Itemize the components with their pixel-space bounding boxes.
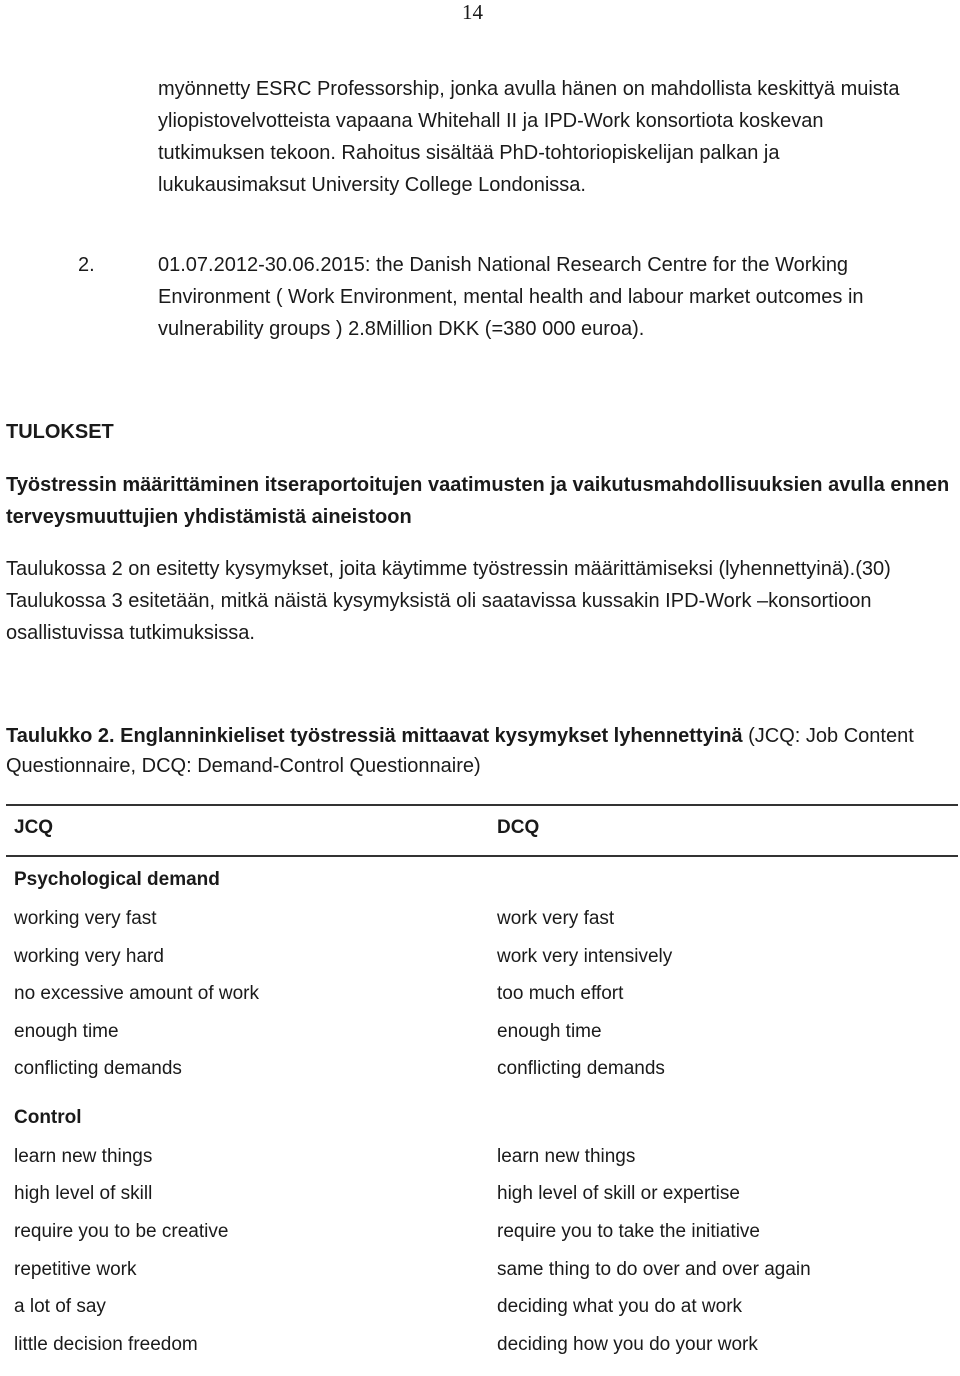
list-item-text: 01.07.2012-30.06.2015: the Danish National Research Centre for the Working Environment ( Work Environment, mental health and labour market outcomes in vulnerability groups ) 2.8Million DKK (=380 000 euroa). — [158, 254, 864, 340]
table-row-dcq: deciding how you do your work — [497, 1334, 758, 1355]
table-row-dcq: deciding what you do at work — [497, 1296, 743, 1317]
table-row-jcq: a lot of say — [14, 1296, 106, 1317]
continued-paragraph: myönnetty ESRC Professorship, jonka avulla hänen on mahdollista keskittyä muista yliopistovelvotteista vapaana Whitehall II ja IPD-Work konsortiota koskevan tutkimuksen tekoon. Rahoitus sisältää PhD-tohtoriopiskelijan palkan ja lukukausimaksut University College Londonissa. — [158, 78, 900, 196]
table-row-jcq: require you to be creative — [14, 1221, 229, 1242]
group-title-control: Control — [14, 1107, 82, 1128]
table-header-rule — [6, 855, 958, 857]
table-row-dcq: work very intensively — [497, 946, 673, 967]
page-number: 14 — [462, 0, 483, 24]
table-row-dcq: conflicting demands — [497, 1058, 665, 1079]
table-row-dcq: same thing to do over and over again — [497, 1259, 811, 1280]
table-row-jcq: conflicting demands — [14, 1058, 182, 1079]
table-row-jcq: working very hard — [14, 946, 164, 967]
list-item-number: 2. — [78, 254, 95, 276]
table-row-jcq: no excessive amount of work — [14, 983, 260, 1004]
table-row-dcq: enough time — [497, 1021, 602, 1042]
table-row-dcq: work very fast — [497, 908, 615, 929]
section-title: TULOKSET — [6, 421, 114, 443]
table-row-jcq: repetitive work — [14, 1259, 137, 1280]
table-row-jcq: high level of skill — [14, 1183, 153, 1204]
table-row-jcq: little decision freedom — [14, 1334, 198, 1355]
table-caption-bold: Taulukko 2. Englanninkieliset työstressiä mittaavat kysymykset lyhennettyinä — [6, 725, 743, 747]
table-row-jcq: learn new things — [14, 1146, 153, 1167]
table-caption-normal: (JCQ: Job Content Questionnaire, DCQ: Demand-Control Questionnaire) — [6, 725, 914, 777]
section-paragraph: Taulukossa 2 on esitetty kysymykset, joita käytimme työstressin määrittämiseksi (lyhennettyinä).(30) Taulukossa 3 esitetään, mitkä näistä kysymyksistä oli saatavissa kussakin IPD-Work –konsortioon osallistuvissa tutkimuksissa. — [6, 558, 891, 644]
table-row-dcq: require you to take the initiative — [497, 1221, 760, 1242]
section-subtitle: Työstressin määrittäminen itseraportoitujen vaatimusten ja vaikutusmahdollisuuksien avulla ennen terveysmuuttujien yhdistämistä aineistoon — [6, 474, 950, 528]
group-title-demand: Psychological demand — [14, 869, 220, 890]
table-row-dcq: high level of skill or expertise — [497, 1183, 740, 1204]
table-row-jcq: working very fast — [14, 908, 157, 929]
column-header-dcq: DCQ — [497, 817, 540, 838]
table-top-rule — [6, 804, 958, 806]
table-caption — [6, 721, 956, 781]
table-row-jcq: enough time — [14, 1021, 119, 1042]
table-row-dcq: too much effort — [497, 983, 624, 1004]
table-row-dcq: learn new things — [497, 1146, 636, 1167]
column-header-jcq: JCQ — [14, 817, 54, 838]
